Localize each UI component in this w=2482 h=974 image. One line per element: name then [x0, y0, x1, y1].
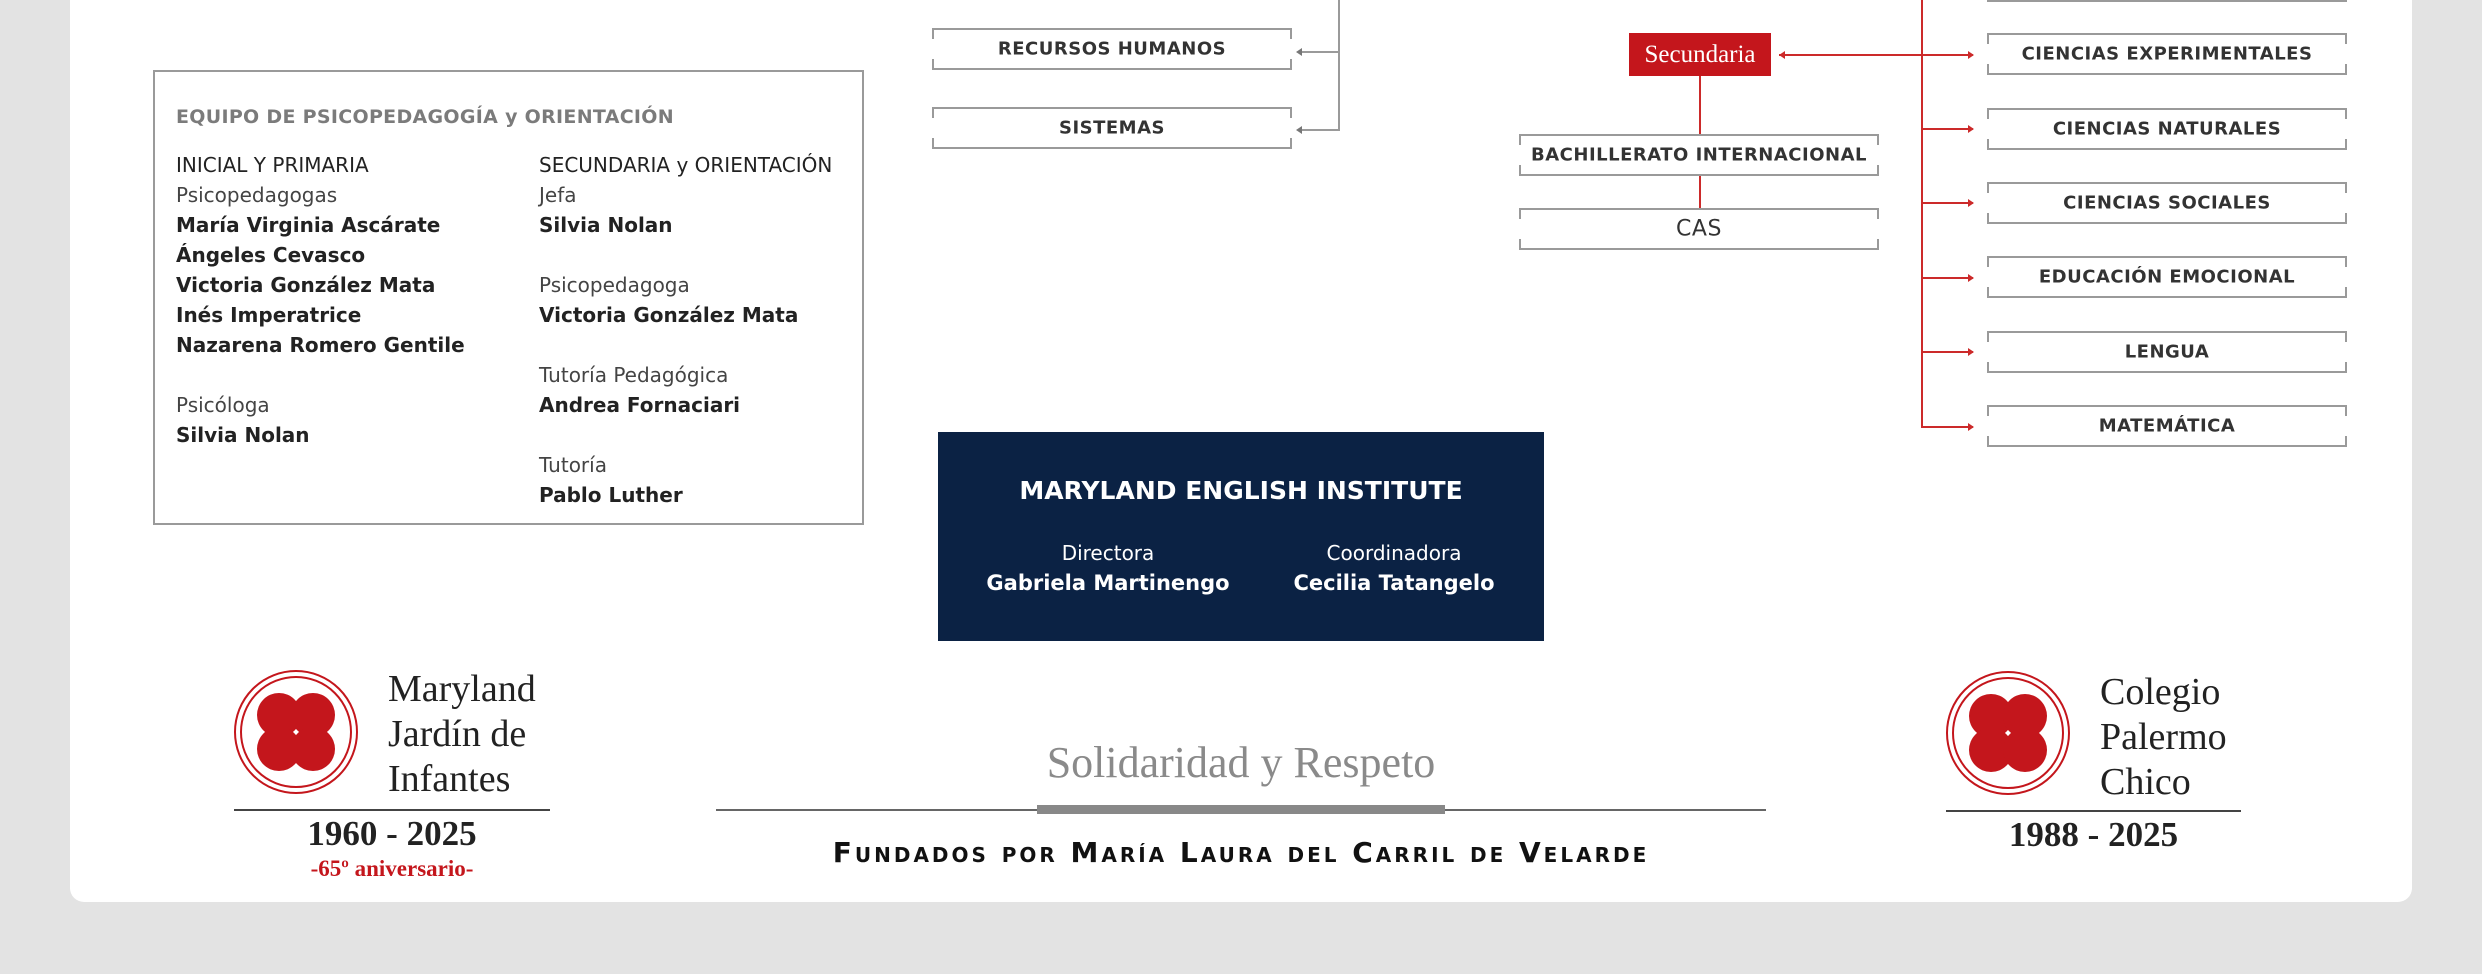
arrow-icon — [1296, 126, 1302, 134]
secundaria-box — [1629, 33, 1771, 76]
equipo-left-column — [176, 150, 465, 450]
left-name: María Virginia Ascárate — [176, 213, 441, 237]
dept-box — [1987, 108, 2347, 150]
logo-right-divider — [1946, 810, 2241, 812]
dept-box — [1987, 256, 2347, 298]
dept-label: CIENCIAS EXPERIMENTALES — [2021, 43, 2313, 65]
right-role: Jefa — [539, 183, 577, 207]
admin-connector-sistemas — [1302, 129, 1340, 131]
motto-accent-bar — [1037, 805, 1445, 814]
right-role: Tutoría — [539, 453, 607, 477]
motto: Solidaridad y Respeto — [1046, 738, 1436, 787]
right-name: Silvia Nolan — [539, 213, 673, 237]
admin-connector-rrhh — [1302, 51, 1340, 53]
mei-name: Gabriela Martinengo — [986, 571, 1230, 595]
logo-right-years: 1988 - 2025 — [2008, 815, 2179, 854]
left-name: Ángeles Cevasco — [176, 243, 366, 267]
dept-box — [1987, 33, 2347, 75]
dept-box — [1987, 405, 2347, 447]
recursos-humanos-box — [932, 28, 1292, 70]
dept-box — [1987, 182, 2347, 224]
dept-label: CIENCIAS SOCIALES — [2063, 192, 2271, 214]
cas-box — [1519, 208, 1879, 250]
logo-right-text — [2100, 670, 2227, 805]
dept-label: LENGUA — [2124, 341, 2210, 363]
bachillerato-box — [1519, 134, 1879, 176]
dept-label: MATEMÁTICA — [2098, 415, 2236, 437]
top-cut-box — [1987, 0, 2347, 2]
mei-coordinadora — [1254, 538, 1534, 598]
logo-left-line: Infantes — [388, 758, 511, 800]
logo-right-line: Chico — [2100, 761, 2191, 803]
mei-role: Directora — [1061, 541, 1155, 565]
left-name: Victoria González Mata — [176, 273, 436, 297]
logo-left-text — [388, 667, 536, 802]
arrow-icon — [1968, 348, 1974, 356]
logo-left-anniversary: -65º aniversario- — [310, 856, 474, 881]
mei-directora — [968, 538, 1248, 598]
right-name: Pablo Luther — [539, 483, 683, 507]
logo-left-divider — [234, 809, 550, 811]
arrow-icon — [1296, 48, 1302, 56]
left-role-psicopedagogas: Psicopedagogas — [176, 183, 338, 207]
mei-title: MARYLAND ENGLISH INSTITUTE — [1019, 476, 1463, 505]
arrow-icon — [1968, 423, 1974, 431]
dept-connector — [1921, 351, 1973, 353]
bachillerato-label: BACHILLERATO INTERNACIONAL — [1531, 144, 1867, 166]
dept-connector — [1921, 202, 1973, 204]
dept-connector — [1921, 128, 1973, 130]
sistemas-box — [932, 107, 1292, 149]
left-name: Inés Imperatrice — [176, 303, 362, 327]
mei-box — [938, 432, 1544, 641]
dept-label: EDUCACIÓN EMOCIONAL — [2038, 266, 2296, 288]
sistemas-label: SISTEMAS — [1058, 117, 1165, 139]
departments-spine — [1921, 0, 1923, 428]
admin-connector-vertical — [1338, 0, 1340, 130]
secundaria-connector-middle — [1699, 176, 1701, 208]
four-petal-flower-icon — [1945, 670, 2071, 796]
mei-name: Cecilia Tatangelo — [1293, 571, 1495, 595]
right-role: Psicopedagoga — [539, 273, 690, 297]
secundaria-to-departments — [1779, 54, 1973, 56]
arrow-icon — [1968, 125, 1974, 133]
left-role-psicologa: Psicóloga — [176, 393, 270, 417]
right-role: Tutoría Pedagógica — [539, 363, 729, 387]
left-name-psicologa: Silvia Nolan — [176, 423, 310, 447]
equipo-right-column — [539, 150, 832, 510]
right-name: Victoria González Mata — [539, 303, 799, 327]
recursos-humanos-label: RECURSOS HUMANOS — [997, 38, 1227, 60]
arrow-icon — [1779, 51, 1785, 59]
logo-left-years: 1960 - 2025 — [307, 814, 477, 853]
logo-right-line: Colegio — [2100, 671, 2221, 713]
left-name: Nazarena Romero Gentile — [176, 333, 465, 357]
dept-connector — [1921, 426, 1973, 428]
logo-left-line: Jardín de — [388, 713, 527, 755]
logo-right-line: Palermo — [2100, 716, 2227, 758]
dept-label: CIENCIAS NATURALES — [2052, 118, 2282, 140]
dept-box — [1987, 331, 2347, 373]
arrow-icon — [1968, 199, 1974, 207]
cas-label: CAS — [1676, 216, 1722, 242]
mei-role: Coordinadora — [1326, 541, 1462, 565]
dept-connector — [1921, 277, 1973, 279]
four-petal-flower-icon — [233, 669, 359, 795]
arrow-icon — [1968, 274, 1974, 282]
founder-line: Fundados por María Laura del Carril de Velarde — [832, 836, 1650, 869]
secundaria-label: Secundaria — [1644, 41, 1756, 68]
right-heading: SECUNDARIA y ORIENTACIÓN — [539, 153, 833, 177]
arrow-icon — [1968, 51, 1974, 59]
logo-left-line: Maryland — [388, 668, 536, 710]
left-heading: INICIAL Y PRIMARIA — [176, 153, 369, 177]
secundaria-connector-down — [1699, 76, 1701, 134]
right-name: Andrea Fornaciari — [539, 393, 741, 417]
equipo-title: EQUIPO DE PSICOPEDAGOGÍA y ORIENTACIÓN — [176, 106, 674, 128]
